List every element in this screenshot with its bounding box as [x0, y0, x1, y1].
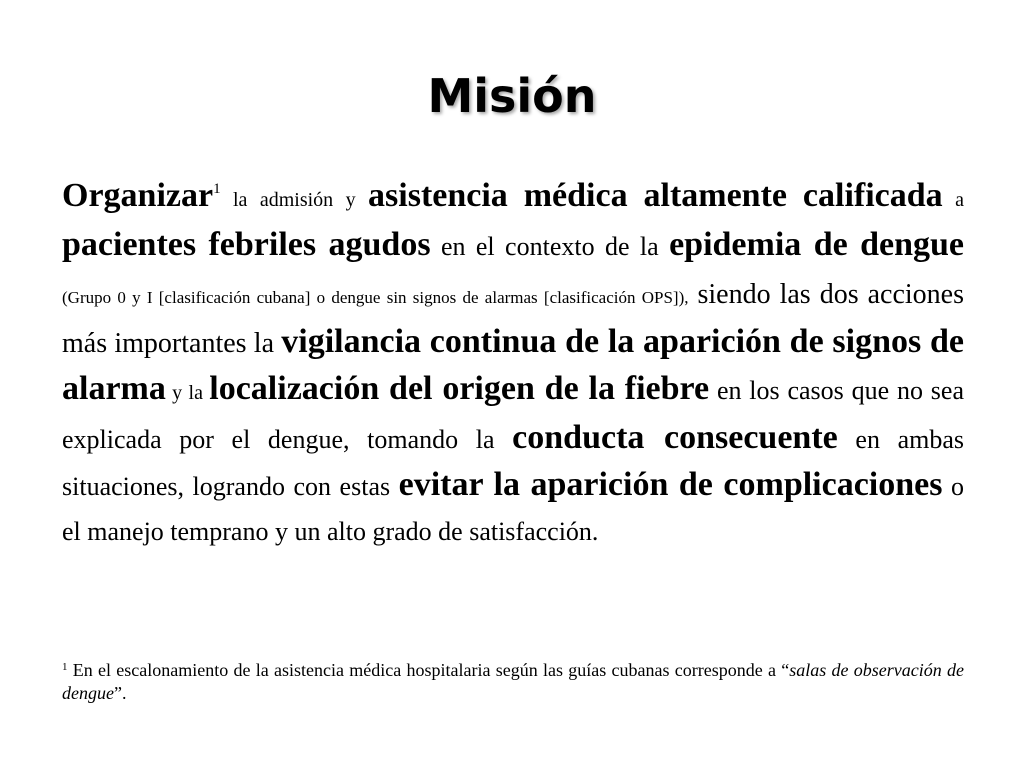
body-text-segment: la admisión y — [220, 189, 369, 211]
footnote-end: ”. — [113, 683, 127, 703]
emphasis-epidemia-dengue: epidemia de dengue — [669, 225, 964, 263]
body-text-segment: o el manejo temprano y un alto grado de satisfacción. — [62, 471, 965, 546]
emphasis-vigilancia: vigilancia continua de la aparición de signos de alarma — [62, 323, 964, 408]
emphasis-localizacion: localización del origen de la fiebre — [209, 370, 710, 408]
footnote-italic-text: salas de observación de dengue — [62, 660, 965, 703]
emphasis-evitar-complicaciones: evitar la aparición de complicaciones — [398, 465, 943, 503]
body-text-segment: en el contexto de la — [430, 231, 670, 261]
slide-title: Misión — [427, 69, 597, 123]
body-text-segment: siendo las dos acciones más importantes la — [62, 278, 964, 360]
body-text-segment: en los casos que no sea explicada por el dengue, tomando la — [62, 376, 965, 454]
emphasis-pacientes-febriles: pacientes febriles agudos — [62, 225, 431, 263]
body-text-segment: y la — [165, 382, 210, 405]
footnote — [62, 659, 964, 705]
body-text-segment: a — [942, 189, 964, 211]
footnote-marker: 1 — [62, 661, 68, 673]
classification-note: (Grupo 0 y I [clasificación cubana] o dengue sin signos de alarmas [clasificación OPS]), — [62, 287, 689, 307]
body-text-segment: en ambas situaciones, logrando con estas — [62, 424, 964, 501]
emphasis-asistencia-medica: asistencia médica altamente calificada — [368, 177, 943, 214]
footnote-text: En el escalonamiento de la asistencia médica hospitalaria según las guías cubanas corresponde a “ — [67, 660, 790, 680]
emphasis-organizar: Organizar — [62, 177, 214, 214]
emphasis-conducta: conducta consecuente — [512, 418, 838, 456]
footnote-reference: 1 — [213, 181, 221, 197]
mission-paragraph — [62, 174, 964, 554]
